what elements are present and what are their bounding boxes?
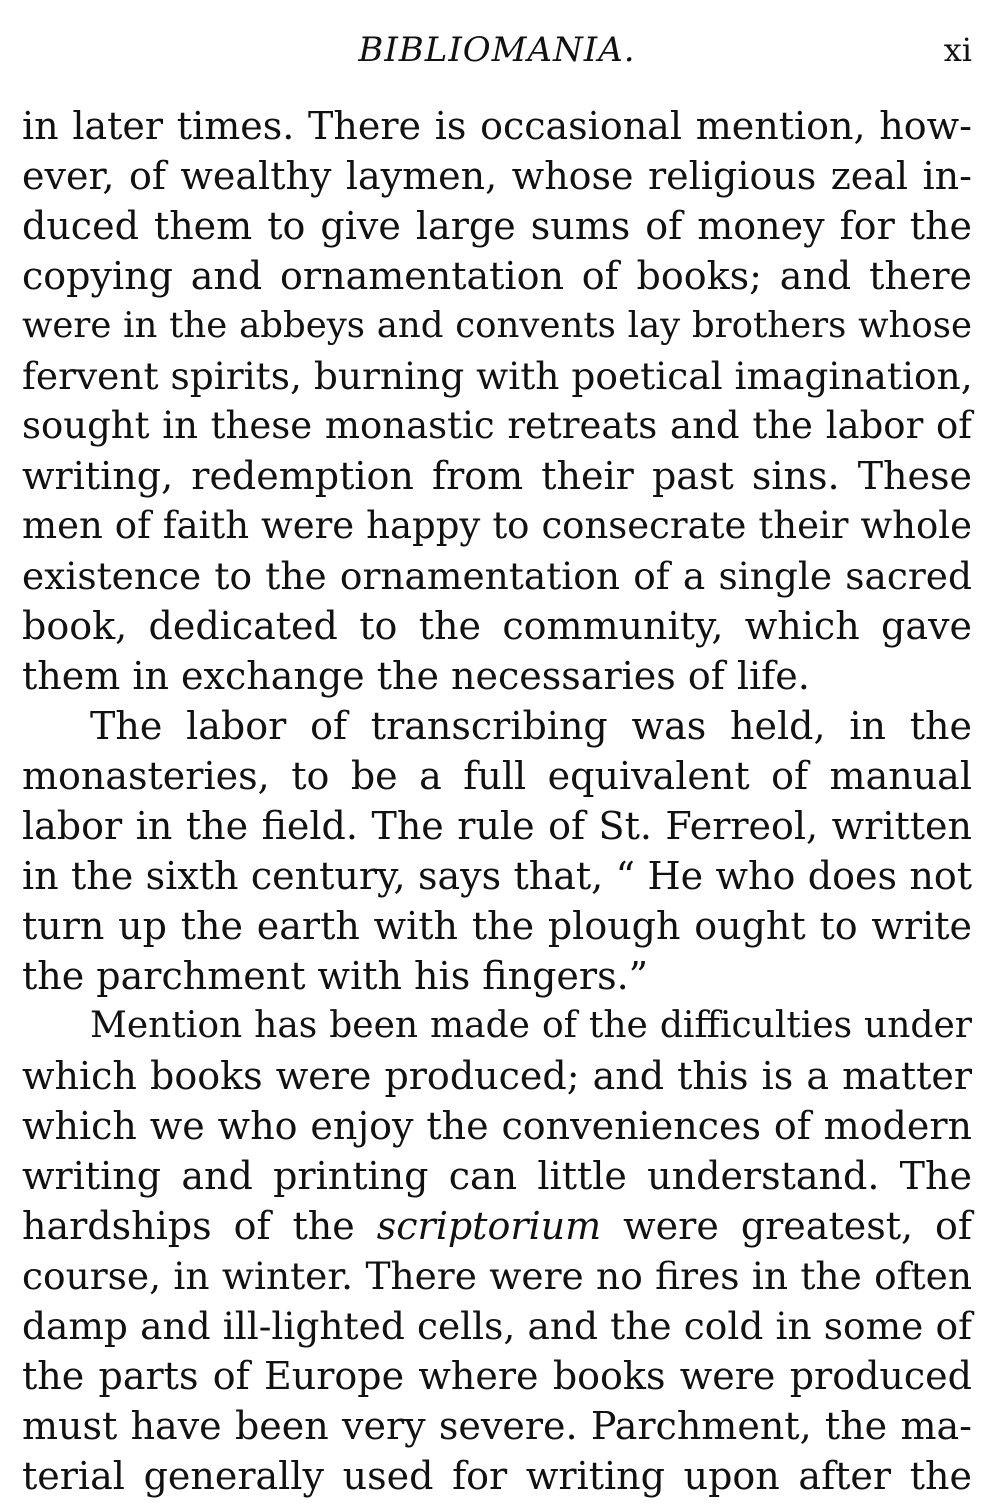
text-line: were in the abbeys and convents lay brothers whose — [22, 305, 972, 346]
text-line: terial generally used for writing upon after the — [22, 1454, 972, 1498]
running-title: BIBLIOMANIA. — [358, 30, 636, 70]
text-line: writing and printing can little understand. The — [22, 1154, 972, 1198]
text-line: sought in these monastic retreats and the labor of — [22, 404, 972, 447]
text-line: in later times. There is occasional mention, how- — [22, 104, 972, 148]
text-line: which we who enjoy the conveniences of modern — [22, 1104, 972, 1148]
text-line: monasteries, to be a full equivalent of manual — [22, 754, 972, 798]
italic-term: scriptorium — [376, 1204, 602, 1248]
text-line: copying and ornamentation of books; and there — [22, 254, 972, 298]
text-line: men of faith were happy to consecrate their whole — [22, 504, 972, 547]
text-line: the parts of Europe where books were produced — [22, 1354, 972, 1398]
text-segment: hardships of the — [22, 1204, 377, 1248]
text-line: The labor of transcribing was held, in the — [90, 704, 972, 748]
text-line: ever, of wealthy laymen, whose religious zeal in- — [22, 154, 972, 198]
text-line: existence to the ornamentation of a single sacred — [22, 554, 972, 598]
text-line: them in exchange the necessaries of life. — [22, 654, 810, 698]
text-line: which books were produced; and this is a matter — [22, 1054, 972, 1098]
text-line: damp and ill-lighted cells, and the cold in some of — [22, 1304, 972, 1348]
text-line: writing, redemption from their past sins. These — [22, 454, 972, 498]
text-line: course, in winter. There were no fires in the often — [22, 1254, 972, 1298]
page-number: xi — [943, 31, 972, 69]
page-header — [22, 30, 972, 80]
text-line: must have been very severe. Parchment, the ma- — [22, 1404, 972, 1448]
text-line: fervent spirits, burning with poetical imagination, — [22, 354, 973, 398]
book-page — [22, 0, 972, 1512]
text-line — [22, 1201, 972, 1251]
text-line: in the sixth century, says that, “ He who does not — [22, 854, 972, 898]
text-line: turn up the earth with the plough ought to write — [22, 904, 972, 948]
text-segment: were greatest, of — [601, 1204, 972, 1248]
text-line: duced them to give large sums of money for the — [22, 204, 972, 248]
text-line: book, dedicated to the community, which gave — [22, 604, 972, 648]
text-line: Mention has been made of the difficulties under — [90, 1005, 972, 1046]
text-line: labor in the field. The rule of St. Ferreol, written — [22, 804, 972, 848]
text-line: the parchment with his fingers.” — [22, 954, 649, 998]
